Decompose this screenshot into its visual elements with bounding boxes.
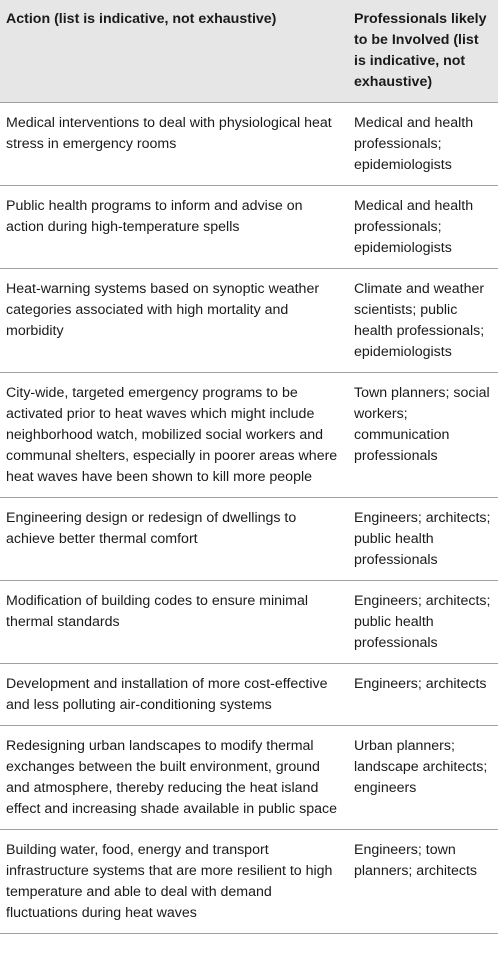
action-cell: Modification of building codes to ensure minimal thermal standards (6, 593, 309, 630)
table-row (0, 269, 498, 373)
action-cell: Development and installation of more cost-effective and less polluting air-conditioning systems (6, 676, 328, 713)
action-cell: Medical interventions to deal with physiological heat stress in emergency rooms (6, 115, 332, 152)
professionals-cell: Engineers; architects; public health professionals (354, 510, 491, 568)
table-row (0, 664, 498, 726)
professionals-cell: Medical and health professionals; epidemiologists (354, 115, 474, 173)
professionals-cell: Climate and weather scientists; public health professionals; epidemiologists (354, 281, 485, 360)
table-row (0, 498, 498, 581)
table-row (0, 581, 498, 664)
table-row (0, 103, 498, 186)
table-row (0, 186, 498, 269)
action-cell: Public health programs to inform and advise on action during high-temperature spells (6, 198, 303, 235)
header-row (0, 0, 498, 103)
table-row (0, 726, 498, 830)
action-cell: Engineering design or redesign of dwellings to achieve better thermal comfort (6, 510, 297, 547)
professionals-cell: Urban planners; landscape architects; engineers (354, 738, 488, 796)
action-cell: Building water, food, energy and transport infrastructure systems that are more resilient to high temperature and able to deal with demand fluctuations during heat waves (6, 842, 333, 921)
professionals-cell: Town planners; social workers; communication professionals (354, 385, 490, 464)
professionals-cell: Engineers; town planners; architects (354, 842, 478, 879)
action-cell: Redesigning urban landscapes to modify thermal exchanges between the built environment, ground and atmosphere, thereby reducing the heat island effect and increasing shade available in public space (6, 738, 338, 817)
header-action: Action (list is indicative, not exhaustive) (6, 11, 277, 27)
table-row (0, 373, 498, 498)
action-cell: City-wide, targeted emergency programs to be activated prior to heat waves which might include neighborhood watch, mobilized social workers and communal shelters, especially in poorer areas where heat waves have been shown to kill more people (6, 385, 338, 485)
table-row (0, 830, 498, 934)
professionals-cell: Engineers; architects; public health professionals (354, 593, 491, 651)
professionals-cell: Medical and health professionals; epidemiologists (354, 198, 474, 256)
professionals-cell: Engineers; architects (354, 676, 487, 692)
header-professionals: Professionals likely to be Involved (list is indicative, not exhaustive) (354, 11, 487, 90)
action-cell: Heat-warning systems based on synoptic weather categories associated with high mortality and morbidity (6, 281, 320, 339)
